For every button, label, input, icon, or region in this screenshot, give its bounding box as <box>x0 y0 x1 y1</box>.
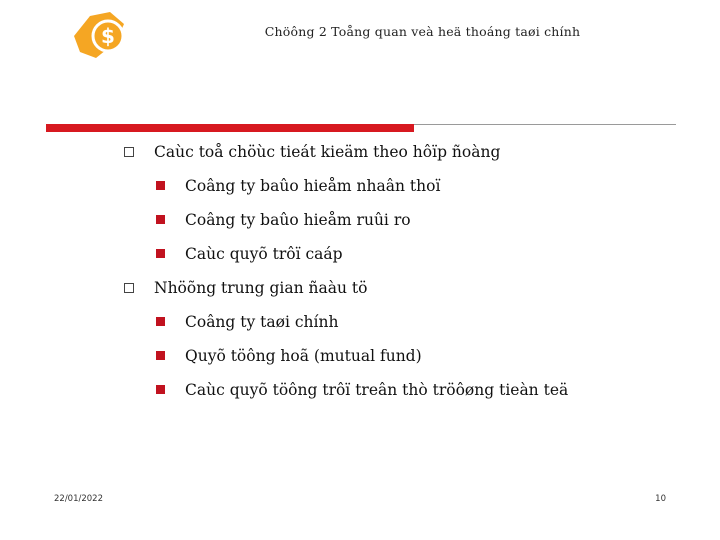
sub-bullet-text: Caùc quyõ trôï caáp <box>185 245 343 263</box>
filled-square-bullet-icon <box>156 181 165 190</box>
footer-date: 22/01/2022 <box>54 494 103 504</box>
sub-bullet-text: Coâng ty baûo hieåm nhaân thoï <box>185 177 441 195</box>
hollow-square-bullet-icon <box>124 147 134 157</box>
hollow-square-bullet-icon <box>124 283 134 293</box>
svg-text:$: $ <box>101 24 115 48</box>
sub-bullet-text: Quyõ töông hoã (mutual fund) <box>185 347 422 365</box>
bullet-text: Nhöõng trung gian ñaàu tö <box>154 279 368 297</box>
page-number: 10 <box>655 494 666 504</box>
sub-bullet-text: Coâng ty taøi chính <box>185 313 339 331</box>
sub-bullet-text: Coâng ty baûo hieåm ruûi ro <box>185 211 411 229</box>
filled-square-bullet-icon <box>156 385 165 394</box>
slide-header-title: Chöông 2 Toång quan veà heä thoáng taøi chính <box>264 24 581 39</box>
filled-square-bullet-icon <box>156 351 165 360</box>
filled-square-bullet-icon <box>156 215 165 224</box>
filled-square-bullet-icon <box>156 249 165 258</box>
filled-square-bullet-icon <box>156 317 165 326</box>
bullet-text: Caùc toå chöùc tieát kieäm theo hôïp ñoàng <box>154 143 501 161</box>
sub-bullet-text: Caùc quyõ töông trôï treân thò tröôøng tieàn teä <box>185 381 569 399</box>
